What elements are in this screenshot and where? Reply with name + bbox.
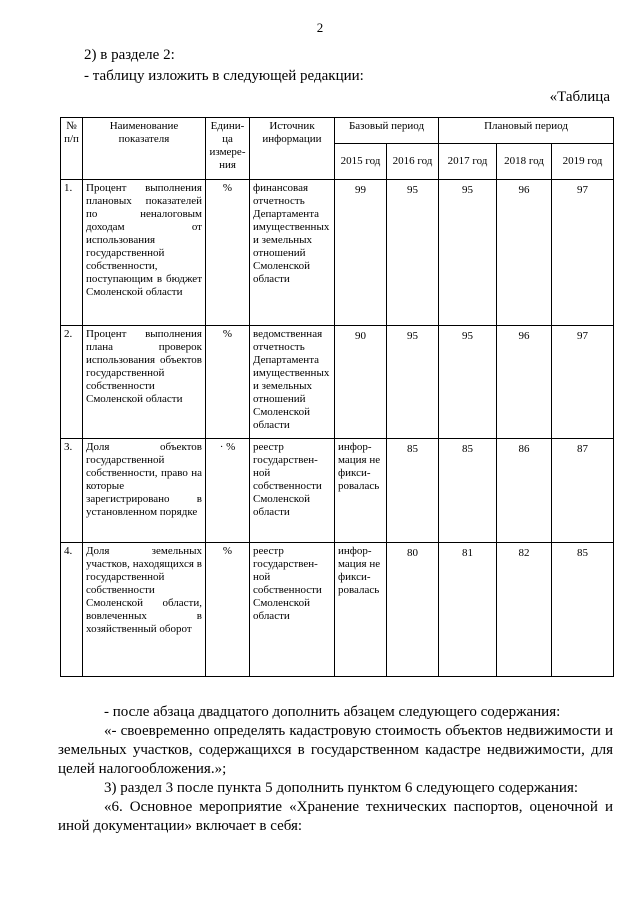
header-year-2019: 2019 год [552,144,614,180]
indicators-table [60,117,614,677]
row-source: реестр государствен-ной собственности Смоленской области [250,439,335,543]
header-year-2015: 2015 год [335,144,387,180]
row-value-2018: 86 [497,439,552,543]
table-row [61,439,614,543]
table-row [61,543,614,677]
page-number: 2 [316,20,324,35]
amendment-section-2-line: 2) в разделе 2: [84,47,175,63]
row-value-2015: инфор-мация не фикси-ровалась [335,439,387,543]
row-unit: % [206,326,250,439]
paragraph-cadastral-value: «- своевременно определять кадастровую стоимость объектов недвижимости и земельных участков, содержащихся в государственном кадастре недвижимости, для целей налогообложения.»; [58,723,613,777]
row-name: Доля объектов государственной собственности, право на которые зарегистрировано в установленном порядке [83,439,206,543]
header-name: Наименование показателя [83,118,206,180]
row-value-2015: 90 [335,326,387,439]
table-row [61,180,614,326]
row-unit: % [206,180,250,326]
row-source: реестр государствен-ной собственности Смоленской области [250,543,335,677]
row-name: Доля земельных участков, находящихся в государственной собственности Смоленской области, вовлеченных в хозяйственный оборот [83,543,206,677]
header-base-period: Базовый период [335,118,439,144]
row-value-2016: 80 [387,543,439,677]
row-value-2018: 96 [497,326,552,439]
row-value-2019: 87 [552,439,614,543]
row-value-2018: 96 [497,180,552,326]
table-row [61,326,614,439]
paragraph-section-3: 3) раздел 3 после пункта 5 дополнить пунктом 6 следующего содержания: [104,780,579,796]
header-year-2016: 2016 год [387,144,439,180]
table-caption: «Таблица [549,89,610,105]
paragraph-main-activity-6: «6. Основное мероприятие «Хранение технических паспортов, оценочной и иной документации» включает в себя: [58,799,613,834]
row-value-2017: 85 [439,439,497,543]
header-plan-period: Плановый период [439,118,614,144]
row-value-2017: 95 [439,180,497,326]
row-name: Процент выполнения плановых показателей по неналоговым доходам от использования государственной собственности, поступающим в бюджет Смоленской области [83,180,206,326]
row-unit: · % [206,439,250,543]
header-num: № п/п [61,118,83,180]
row-value-2016: 95 [387,326,439,439]
row-unit: % [206,543,250,677]
row-num: 2. [61,326,83,439]
paragraph-add-abzats: - после абзаца двадцатого дополнить абзацем следующего содержания: [104,704,561,720]
row-value-2016: 85 [387,439,439,543]
row-value-2019: 97 [552,326,614,439]
row-value-2019: 97 [552,180,614,326]
row-value-2015: 99 [335,180,387,326]
row-value-2015: инфор-мация не фикси-ровалась [335,543,387,677]
header-year-2018: 2018 год [497,144,552,180]
row-name: Процент выполнения плана проверок использования объектов государственной собственности Смоленской области [83,326,206,439]
row-num: 1. [61,180,83,326]
row-num: 3. [61,439,83,543]
row-value-2016: 95 [387,180,439,326]
header-unit: Едини-ца измере-ния [206,118,250,180]
row-value-2019: 85 [552,543,614,677]
table-replace-line: - таблицу изложить в следующей редакции: [84,68,364,84]
row-num: 4. [61,543,83,677]
header-year-2017: 2017 год [439,144,497,180]
header-source: Источник информации [250,118,335,180]
row-source: ведомственная отчетность Департамента имущественных и земельных отношений Смоленской области [250,326,335,439]
row-value-2018: 82 [497,543,552,677]
row-source: финансовая отчетность Департамента имущественных и земельных отношений Смоленской области [250,180,335,326]
row-value-2017: 95 [439,326,497,439]
row-value-2017: 81 [439,543,497,677]
